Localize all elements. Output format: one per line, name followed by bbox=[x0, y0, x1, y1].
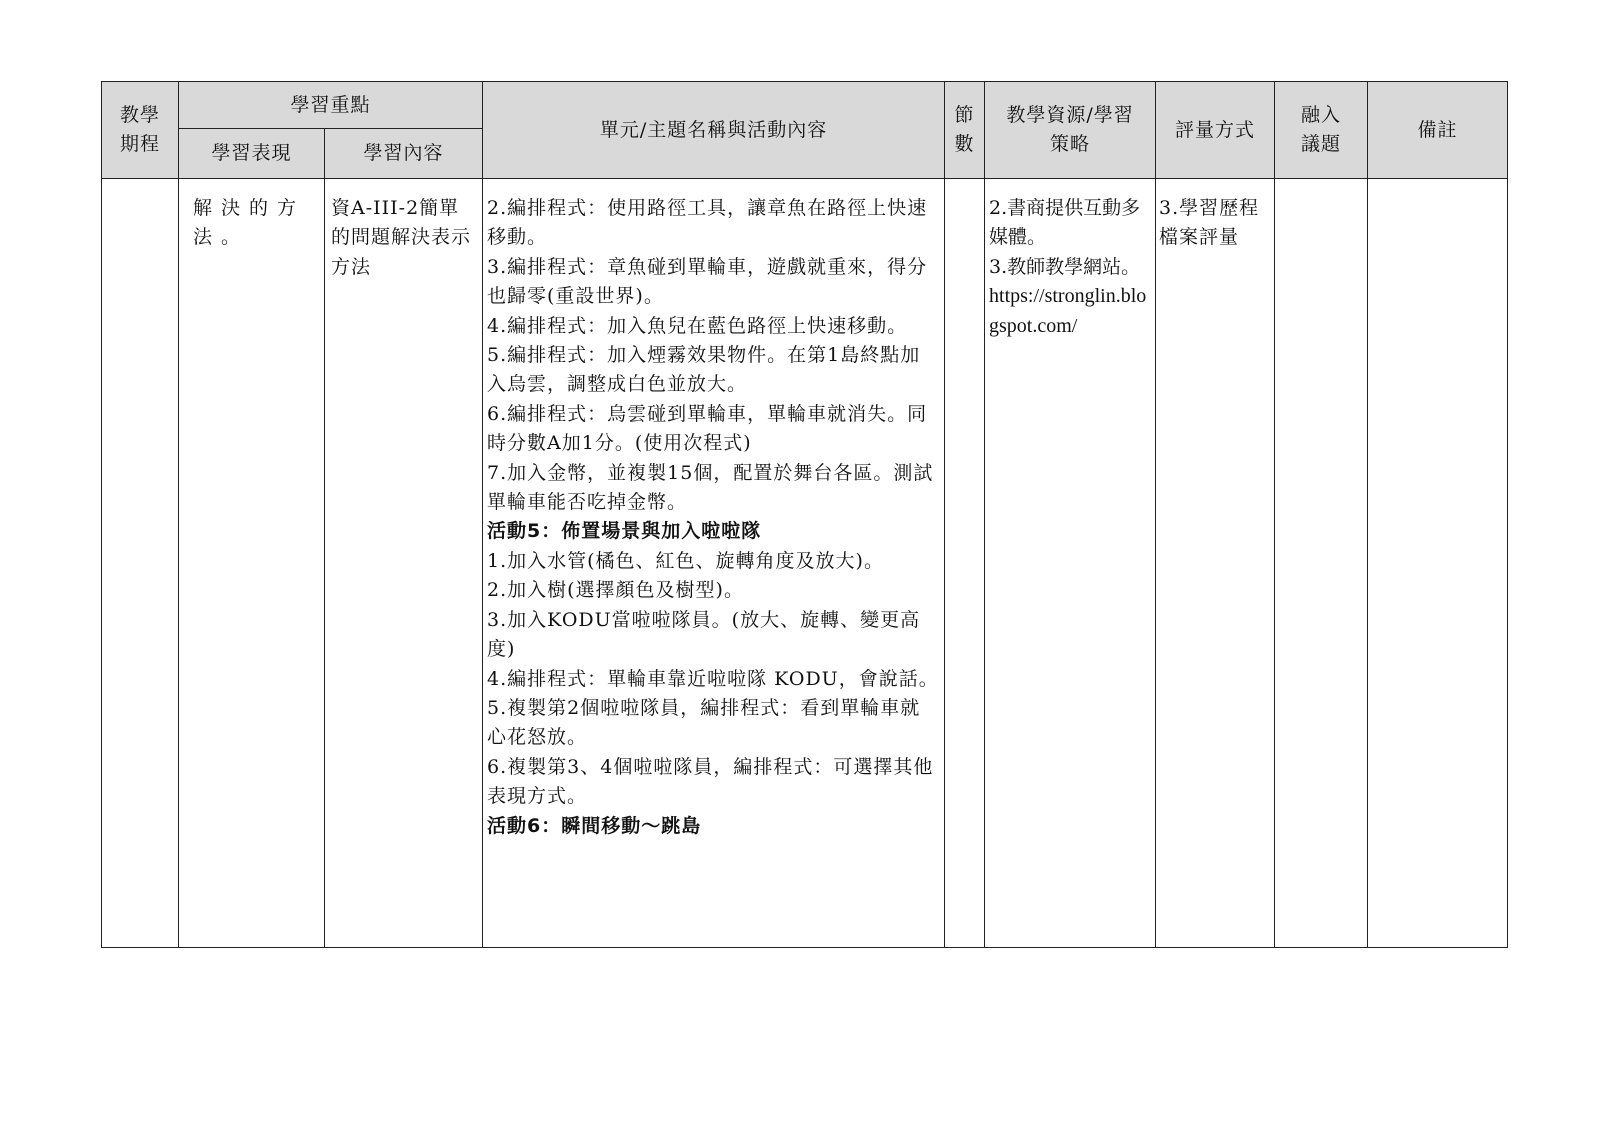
header-remarks: 備註 bbox=[1368, 82, 1508, 179]
activity-title: 活動5：佈置場景與加入啦啦隊 bbox=[487, 520, 762, 543]
header-row bbox=[102, 82, 1508, 129]
resource-item: 2.書商提供互動多媒體。 bbox=[989, 197, 1141, 249]
activity-title: 活動6：瞬間移動～跳島 bbox=[487, 814, 702, 837]
resource-item: 3.教師教學網站。 bbox=[989, 255, 1141, 278]
cell-activities bbox=[483, 179, 945, 948]
activity-step: 3.編排程式：章魚碰到單輪車，遊戲就重來，得分也歸零(重設世界)。 bbox=[487, 255, 928, 308]
curriculum-table bbox=[101, 81, 1508, 948]
activity-step: 5.複製第2個啦啦隊員，編排程式：看到單輪車就心花怒放。 bbox=[487, 696, 921, 749]
activity-list bbox=[487, 194, 940, 841]
header-period: 教學期程 bbox=[102, 82, 179, 179]
activity-step: 3.加入KODU當啦啦隊員。(放大、旋轉、變更高度) bbox=[487, 608, 921, 661]
resource-url-link[interactable]: https://stronglin.blogspot.com/ bbox=[989, 285, 1147, 337]
header-assessment: 評量方式 bbox=[1156, 82, 1275, 179]
activity-step: 6.複製第3、4個啦啦隊員，編排程式：可選擇其他表現方式。 bbox=[487, 755, 934, 808]
header-sessions: 節數 bbox=[945, 82, 985, 179]
header-resources: 教學資源/學習策略 bbox=[985, 82, 1156, 179]
header-unit: 單元/主題名稱與活動內容 bbox=[483, 82, 945, 179]
activity-step: 2.編排程式：使用路徑工具，讓章魚在路徑上快速移動。 bbox=[487, 197, 928, 249]
activity-step: 7.加入金幣，並複製15個，配置於舞台各區。測試單輪車能否吃掉金幣。 bbox=[487, 461, 934, 514]
activity-step: 2.加入樹(選擇顏色及樹型)。 bbox=[487, 579, 744, 602]
cell-assessment: 3.學習歷程檔案評量 bbox=[1156, 179, 1275, 948]
header-performance: 學習表現 bbox=[179, 129, 325, 179]
cell-period bbox=[102, 179, 179, 948]
cell-performance: 解決的方法。 bbox=[179, 179, 325, 948]
cell-integration bbox=[1275, 179, 1368, 948]
activity-step: 5.編排程式：加入煙霧效果物件。在第1島終點加入烏雲，調整成白色並放大。 bbox=[487, 344, 921, 396]
header-focus: 學習重點 bbox=[179, 82, 483, 129]
cell-sessions bbox=[945, 179, 985, 948]
activity-step: 6.編排程式：烏雲碰到單輪車，單輪車就消失。同時分數A加1分。(使用次程式) bbox=[487, 402, 928, 455]
cell-remarks bbox=[1368, 179, 1508, 948]
table-row bbox=[102, 179, 1508, 948]
activity-step: 1.加入水管(橘色、紅色、旋轉角度及放大)。 bbox=[487, 549, 884, 572]
activity-step: 4.編排程式：加入魚兒在藍色路徑上快速移動。 bbox=[487, 314, 908, 337]
activity-step: 4.編排程式：單輪車靠近啦啦隊 KODU，會說話。 bbox=[487, 667, 939, 690]
cell-resources bbox=[985, 179, 1156, 948]
header-integration: 融入議題 bbox=[1275, 82, 1368, 179]
cell-content: 資A-III-2簡單的問題解決表示方法 bbox=[325, 179, 483, 948]
header-content: 學習內容 bbox=[325, 129, 483, 179]
